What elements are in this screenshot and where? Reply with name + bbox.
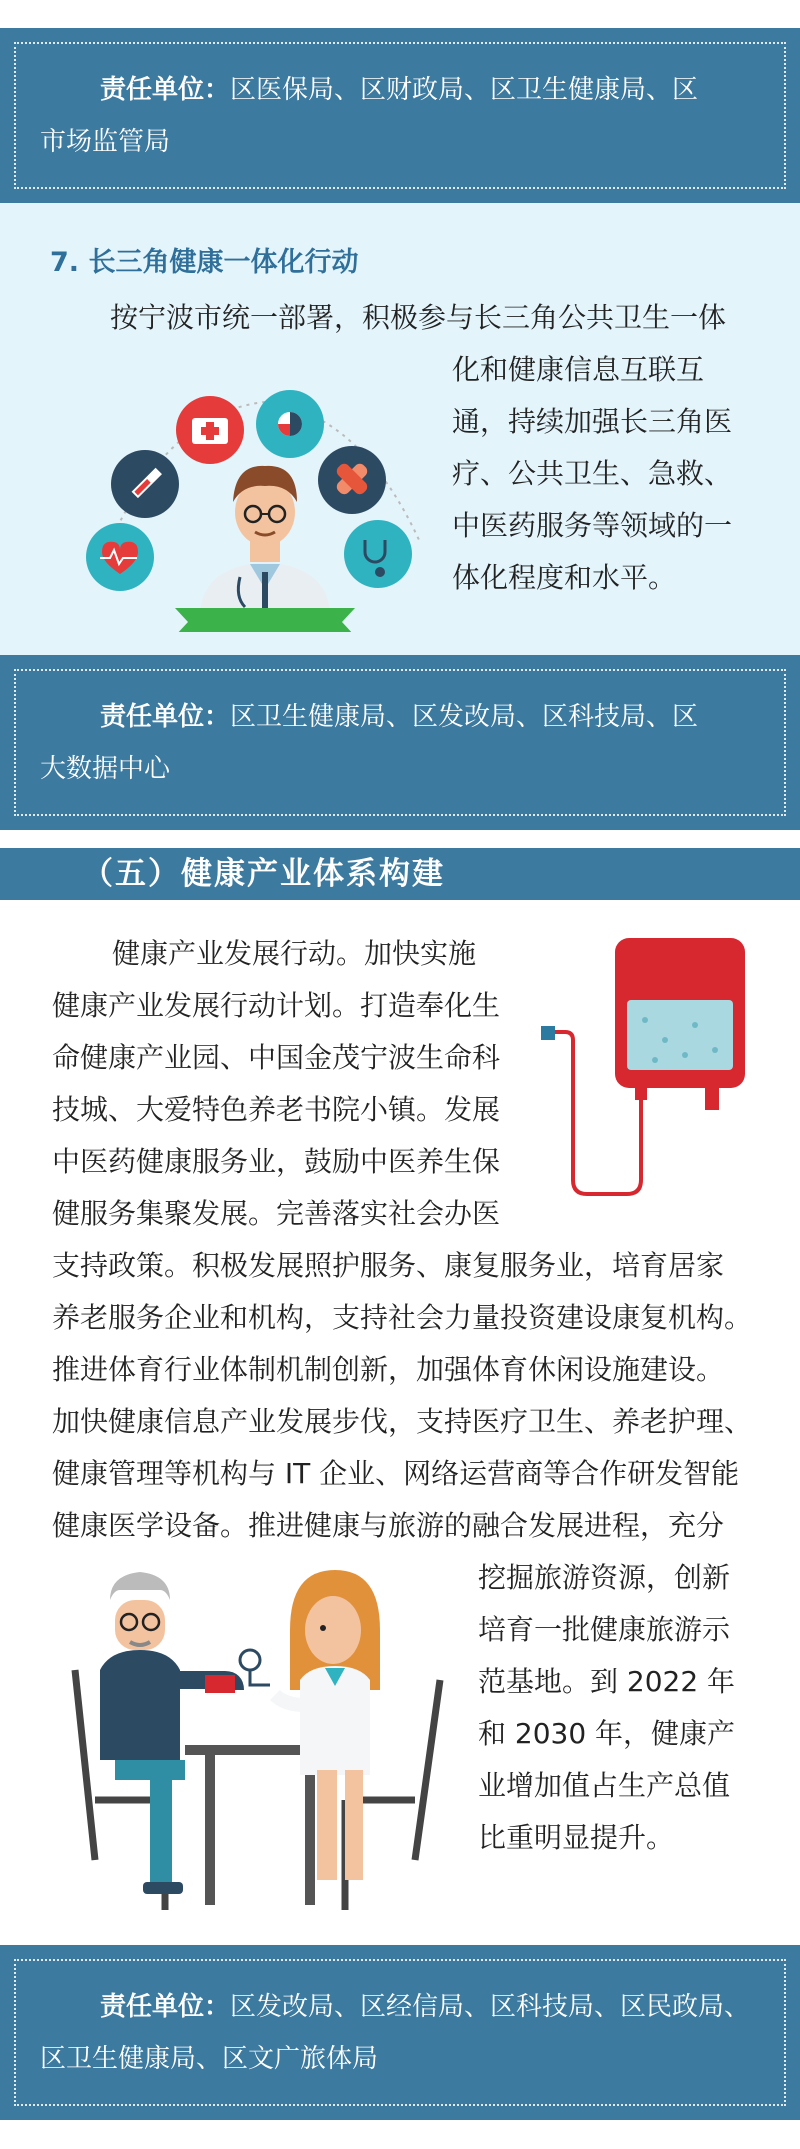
doctor-figure xyxy=(200,466,330,617)
text-line: 比重明显提升。 xyxy=(478,1821,675,1854)
health-industry-paragraph-right xyxy=(478,1552,760,1864)
text-line: 通，持续加强长三角医 xyxy=(452,405,733,438)
text-line: 命健康产业园、中国金茂宁波生命科 xyxy=(52,1041,501,1074)
responsibility-label: 责任单位： xyxy=(100,702,231,732)
text-line: 养老服务企业和机构，支持社会力量投资建设康复机构。 xyxy=(52,1301,753,1334)
green-ribbon xyxy=(175,608,355,632)
text-line: 培育一批健康旅游示 xyxy=(478,1613,731,1646)
health-industry-paragraph-full xyxy=(52,1240,752,1552)
text-line: 健康产业发展行动计划。打造奉化生 xyxy=(52,989,501,1022)
responsibility-units: 区卫生健康局、区发改局、区科技局、区 xyxy=(230,702,699,732)
text-line: 范基地。到 2022 年 xyxy=(478,1665,736,1698)
text-line: 中医药服务等领域的一 xyxy=(452,509,733,542)
responsibility-units: 区医保局、区财政局、区卫生健康局、区 xyxy=(230,75,699,105)
bandage-icon xyxy=(318,446,386,514)
text-line: 化和健康信息互联互 xyxy=(452,353,705,386)
responsibility-label: 责任单位： xyxy=(100,75,231,105)
text-line: 健康医学设备。推进健康与旅游的融合发展进程，充分 xyxy=(52,1509,725,1542)
doctor-illustration xyxy=(80,372,450,632)
bottom-responsibility-box xyxy=(0,1945,800,2120)
text-line: 中医药健康服务业，鼓励中医养生保 xyxy=(52,1145,501,1178)
text-line: 健康管理等机构与 IT 企业、网络运营商等合作研发智能 xyxy=(52,1457,740,1490)
text-line: 技城、大爱特色养老书院小镇。发展 xyxy=(52,1093,501,1126)
text-line: 体化程度和水平。 xyxy=(452,561,677,594)
text-line: 疗、公共卫生、急救、 xyxy=(452,457,733,490)
mid-box-text xyxy=(40,691,776,795)
section-title: （五）健康产业体系构建 xyxy=(82,856,445,892)
section-7-paragraph xyxy=(452,344,762,604)
section-7-heading: 7. 长三角健康一体化行动 xyxy=(50,247,359,278)
text-line: 和 2030 年，健康产 xyxy=(478,1717,736,1750)
blood-pressure-check-illustration xyxy=(55,1560,455,1920)
responsibility-units-cont: 市场监管局 xyxy=(40,127,171,157)
responsibility-units: 区发改局、区经信局、区科技局、区民政局、 xyxy=(230,1992,751,2022)
text-line: 推进体育行业体制机制创新，加强体育休闲设施建设。 xyxy=(52,1353,725,1386)
text-line: 业增加值占生产总值 xyxy=(478,1769,731,1802)
text-line: 加快健康信息产业发展步伐，支持医疗卫生、养老护理、 xyxy=(52,1405,753,1438)
text-line: 健康产业发展行动。加快实施 xyxy=(112,937,477,970)
section-7-first-line: 按宁波市统一部署，积极参与长三角公共卫生一体 xyxy=(110,301,727,334)
top-responsibility-box xyxy=(0,28,800,203)
text-line: 挖掘旅游资源，创新 xyxy=(478,1561,731,1594)
text-line: 健服务集聚发展。完善落实社会办医 xyxy=(52,1197,501,1230)
bottom-box-text xyxy=(40,1981,776,2085)
top-box-text xyxy=(40,64,776,168)
first-aid-kit-icon xyxy=(176,396,244,464)
text-line: 支持政策。积极发展照护服务、康复服务业，培育居家 xyxy=(52,1249,725,1282)
responsibility-label: 责任单位： xyxy=(100,1992,231,2022)
syringe-icon xyxy=(111,450,179,518)
mid-responsibility-box xyxy=(0,655,800,830)
iv-bag-illustration xyxy=(535,930,755,1210)
pill-icon xyxy=(256,390,324,458)
health-industry-paragraph-top xyxy=(52,928,522,1240)
responsibility-units-cont: 大数据中心 xyxy=(40,754,171,784)
stethoscope-icon xyxy=(344,520,412,588)
responsibility-units-cont: 区卫生健康局、区文广旅体局 xyxy=(40,2044,379,2074)
female-doctor xyxy=(275,1570,380,1880)
heartbeat-icon xyxy=(86,523,154,591)
